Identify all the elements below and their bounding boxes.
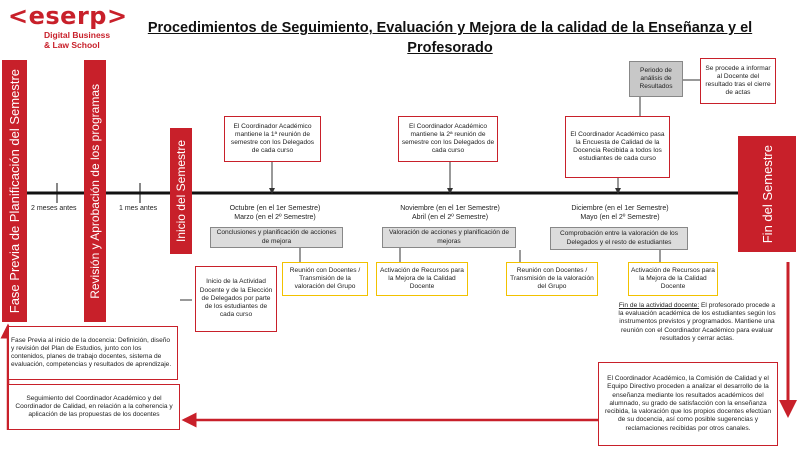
fin-actividad-text: El profesorado procede a la evaluación académica de los estudiantes según los instrumentos previstos y programados. Mantiene una reunión con el Coordinador Académico para evaluar resultados y cerrar actas.: [618, 302, 776, 342]
phase-inicio-label: Inicio del Semestre: [174, 139, 188, 243]
activacion-recursos-2-box: Activación de Recursos para la Mejora de la Calidad Docente: [628, 262, 718, 296]
seguimiento-box: Seguimiento del Coordinador Académico y del Coordinador de Calidad, en relación a la coherencia y aplicación de las propuestas de los docentes: [8, 384, 180, 430]
informar-docente-box: Se procede a informar al Docente del resultado tras el cierre de actas: [700, 58, 776, 104]
phase-revision: [84, 60, 106, 322]
date-2-second: Abril (en el 2º Semestre): [411, 214, 489, 221]
reunion-docentes-1-box: Reunión con Docentes / Transmisión de la valoración del Grupo: [282, 262, 368, 296]
title-line-2: Profesorado: [407, 40, 493, 56]
encuesta-box: El Coordinador Académico pasa la Encuesta de Calidad de la Docencia Recibida a todos los estudiantes de cada curso: [565, 116, 670, 178]
phase-fin-label: Fin del Semestre: [759, 144, 775, 244]
page-title: [130, 18, 770, 58]
periodo-analisis-box: Periodo de análisis de Resultados: [629, 61, 683, 97]
comision-calidad-box: El Coordinador Académico, la Comisión de Calidad y el Equipo Directivo proceden a analizar el desarrollo de la enseñanza mediante los resultados académicos del alumnado, su grado de satisfacción con la enseñanza recibida, la valoración que los propios docentes efectúan de su docencia, así como posible sugerencias y reclamaciones recibidas por otros canales.: [598, 362, 778, 446]
comprobacion-box: Comprobación entre la valoración de los Delegados y el resto de estudiantes: [550, 227, 688, 250]
fin-actividad-label: Fin de la actividad docente:: [618, 302, 700, 309]
date-1: [215, 204, 335, 222]
date-1-second: Marzo (en el 2º Semestre): [234, 214, 316, 221]
phase-inicio: [170, 128, 192, 254]
date-2-first: Noviembre (en el 1er Semestre): [400, 205, 500, 212]
logo-subtitle-2: & Law School: [44, 40, 100, 50]
date-2: [390, 204, 510, 222]
reunion-2-box: El Coordinador Académico mantiene la 2ª reunión de semestre con los Delegados de cada curso: [398, 116, 498, 162]
date-3-first: Diciembre (en el 1er Semestre): [571, 205, 669, 212]
activacion-recursos-1-box: Activación de Recursos para la Mejora de la Calidad Docente: [376, 262, 468, 296]
logo-wordmark: <eserp>: [8, 2, 128, 30]
inicio-actividad-box: Inicio de la Actividad Docente y de la Elección de Delegados por parte de los estudiantes de cada curso: [195, 266, 277, 332]
date-3: [560, 204, 680, 222]
logo-subtitle-1: Digital Business: [44, 30, 111, 40]
tick-1-mes: 1 mes antes: [119, 205, 158, 212]
tick-2-meses: 2 meses antes: [31, 205, 77, 212]
reunion-1-box: El Coordinador Académico mantiene la 1ª reunión de semestre con los Delegados de cada curso: [224, 116, 321, 162]
date-1-first: Octubre (en el 1er Semestre): [229, 205, 321, 212]
date-3-second: Mayo (en el 2º Semestre): [580, 214, 660, 221]
fase-previa-box: Fase Previa al inicio de la docencia: Definición, diseño y revisión del Plan de Estudios, junto con los contenidos, planes de trabajo docentes, sistema de evaluación, competencias y resultados de aprendizaje.: [8, 326, 178, 380]
phase-revision-label: Revisión y Aprobación de los programas: [88, 83, 102, 299]
phase-fase-previa: [2, 60, 27, 322]
conclusiones-box: Conclusiones y planificación de acciones de mejora: [210, 227, 343, 248]
valoracion-box: Valoración de acciones y planificación de mejoras: [382, 227, 516, 248]
reunion-docentes-2-box: Reunión con Docentes / Transmisión de la valoración del Grupo: [506, 262, 598, 296]
phase-fase-previa-label: Fase Previa de Planificación del Semestre: [7, 68, 22, 314]
phase-fin: [738, 136, 796, 252]
title-line-1: Procedimientos de Seguimiento, Evaluación y Mejora de la calidad de la Enseñanza y el: [147, 20, 753, 36]
fin-actividad-note: [616, 302, 778, 343]
